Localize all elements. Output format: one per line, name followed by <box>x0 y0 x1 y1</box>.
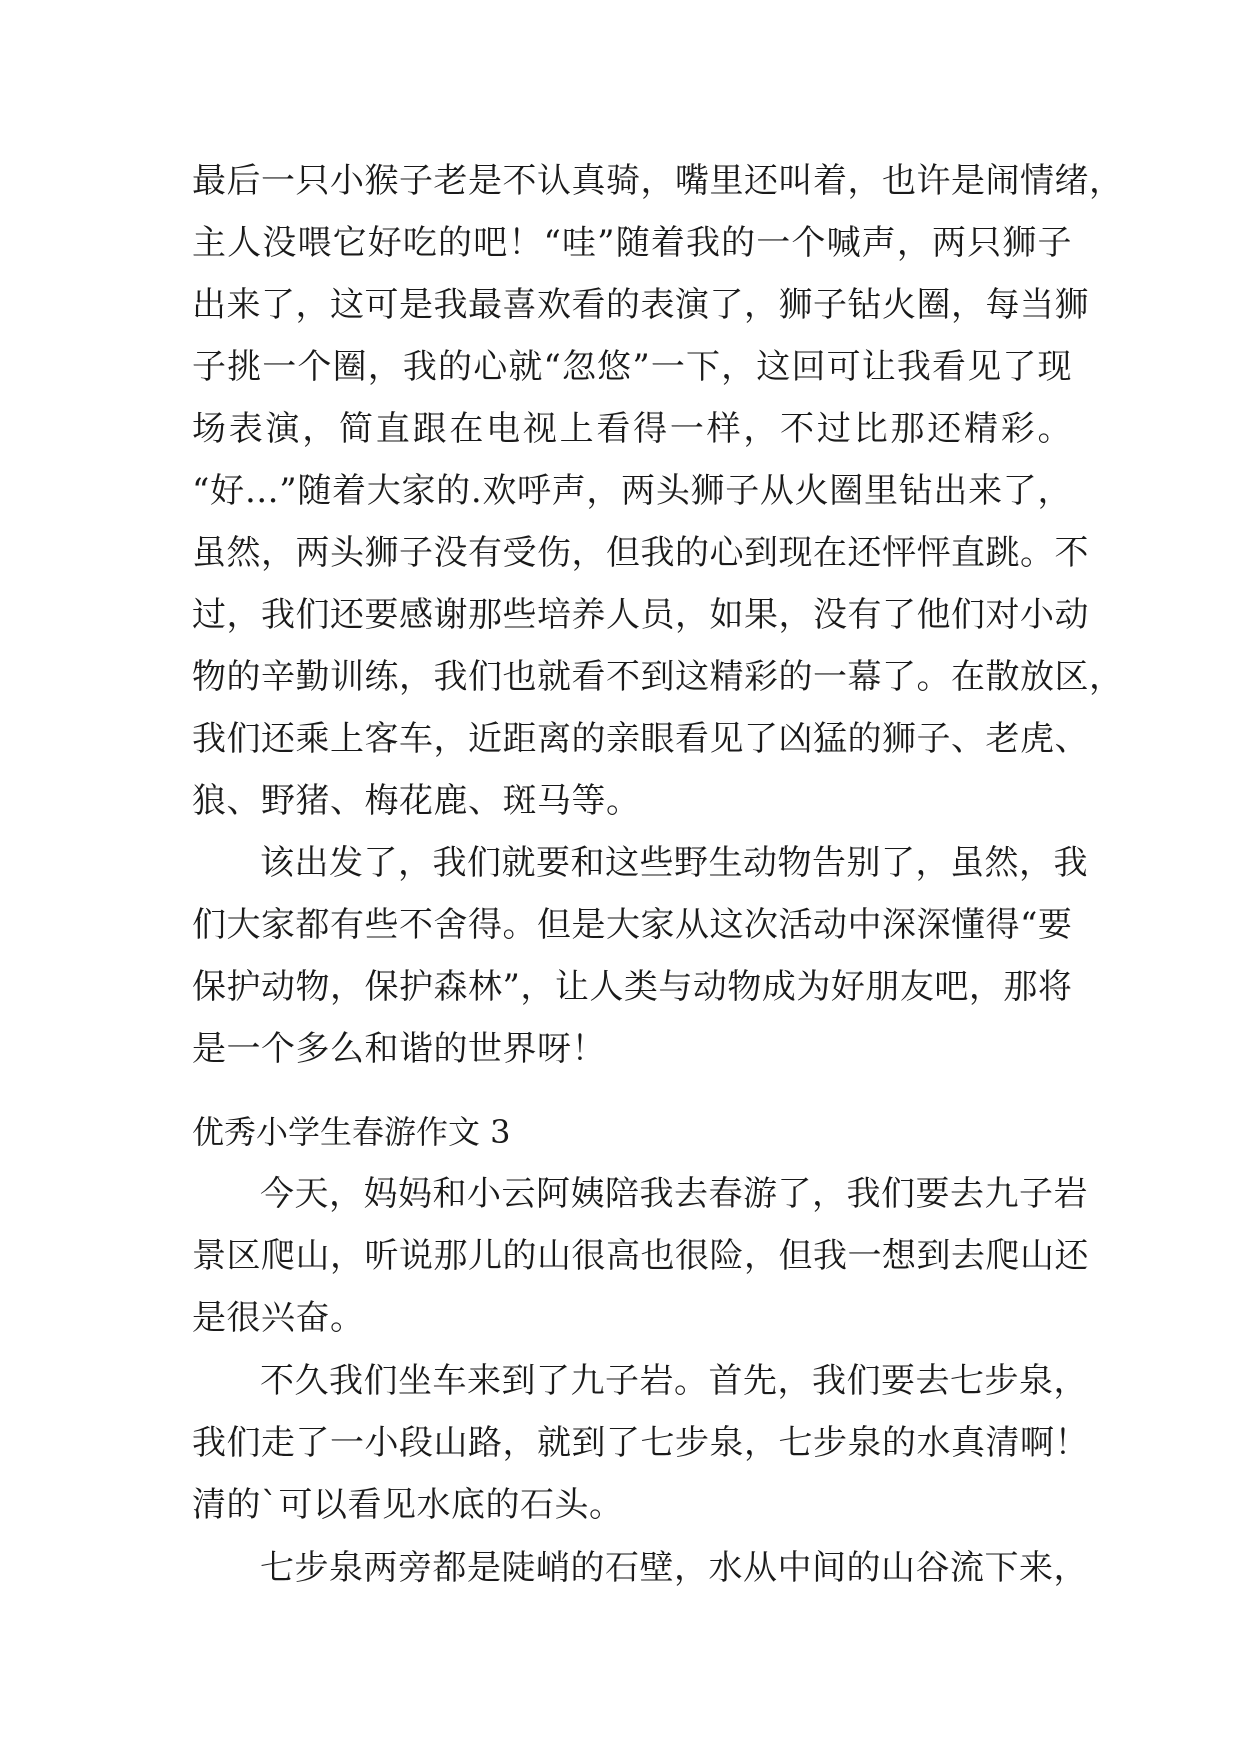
paragraph-5 <box>192 1537 1088 1599</box>
text-line: 虽然，两头狮子没有受伤，但我的心到现在还怦怦直跳。不 <box>192 533 1089 573</box>
text-line: 狼、野猪、梅花鹿、斑马等。 <box>192 781 641 821</box>
text-line: 我们走了一小段山路，就到了七步泉，七步泉的水真清啊！ <box>192 1423 1089 1463</box>
text-line: 不久我们坐车来到了九子岩。首先，我们要去七步泉， <box>260 1361 1088 1401</box>
text-line: 们大家都有些不舍得。但是大家从这次活动中深深懂得“要 <box>192 905 1073 945</box>
text-line: 景区爬山，听说那儿的山很高也很险，但我一想到去爬山还 <box>192 1236 1089 1276</box>
section-heading: 优秀小学生春游作文 3 <box>192 1113 511 1151</box>
text-line: 清的`可以看见水底的石头。 <box>192 1485 624 1525</box>
text-line: 今天，妈妈和小云阿姨陪我去春游了，我们要去九子岩 <box>260 1174 1088 1214</box>
text-line: 场表演，简直跟在电视上看得一样，不过比那还精彩。 <box>192 409 1072 449</box>
text-line: 子挑一个圈，我的心就“忽悠”一下，这回可让我看见了现 <box>192 347 1072 387</box>
paragraph-1 <box>192 150 1124 832</box>
text-line: 该出发了，我们就要和这些野生动物告别了，虽然，我 <box>260 843 1088 883</box>
text-line: 主人没喂它好吃的吧！“哇”随着我的一个喊声，两只狮子 <box>192 223 1072 263</box>
paragraph-2 <box>192 832 1088 1080</box>
text-line: 是一个多么和谐的世界呀！ <box>192 1029 606 1069</box>
paragraph-4 <box>192 1350 1089 1536</box>
text-line: “好…”随着大家的.欢呼声，两头狮子从火圈里钻出来了， <box>192 471 1072 511</box>
text-line: 物的辛勤训练，我们也就看不到这精彩的一幕了。在散放区， <box>192 657 1124 697</box>
text-line: 是很兴奋。 <box>192 1298 365 1338</box>
text-line: 出来了，这可是我最喜欢看的表演了，狮子钻火圈，每当狮 <box>192 285 1089 325</box>
text-line: 过，我们还要感谢那些培养人员，如果，没有了他们对小动 <box>192 595 1089 635</box>
text-line: 最后一只小猴子老是不认真骑，嘴里还叫着，也许是闹情绪， <box>192 161 1124 201</box>
text-line: 保护动物，保护森林”，让人类与动物成为好朋友吧，那将 <box>192 967 1073 1007</box>
text-line: 七步泉两旁都是陡峭的石壁，水从中间的山谷流下来， <box>260 1548 1088 1588</box>
paragraph-3 <box>192 1163 1089 1349</box>
text-line: 我们还乘上客车，近距离的亲眼看见了凶猛的狮子、老虎、 <box>192 719 1089 759</box>
